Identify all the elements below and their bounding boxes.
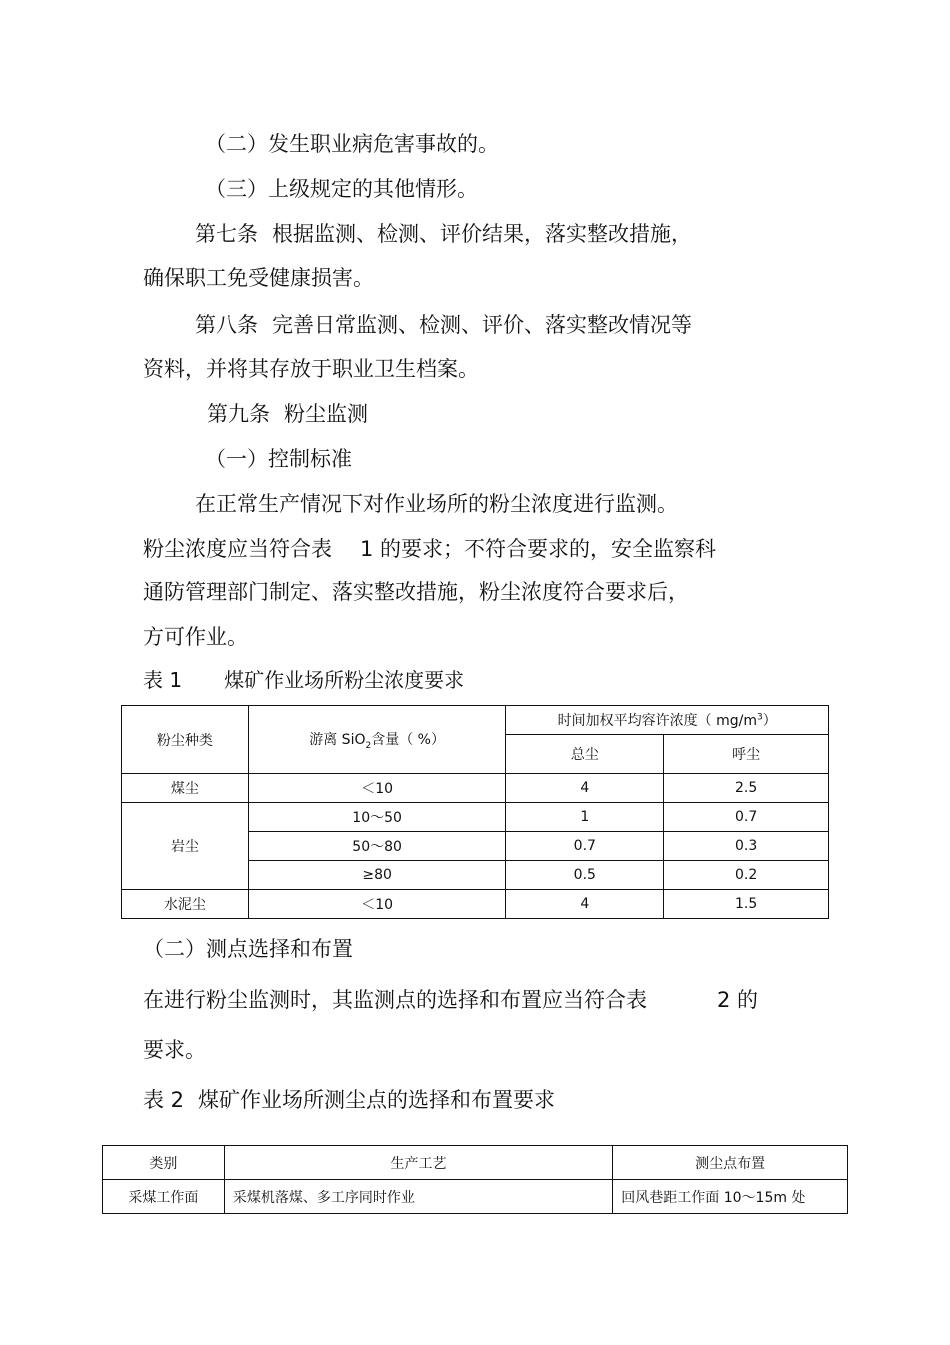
table-cell: 采煤机落煤、多工序同时作业	[224, 1180, 612, 1214]
article-8-line1	[195, 311, 692, 339]
table-cell: ≥80	[248, 861, 506, 890]
monitoring-paragraph-line1: 在正常生产情况下对作业场所的粉尘浓度进行监测。	[195, 492, 678, 516]
table-cell: 0.5	[506, 861, 664, 890]
header-respirable-dust: 呼尘	[664, 735, 829, 774]
table-2-caption	[143, 1087, 555, 1113]
paragraph-item-3: （三）上级规定的其他情形。	[205, 177, 478, 201]
article-7-heading: 第七条	[195, 222, 258, 246]
monitoring-paragraph-line4: 方可作业。	[143, 625, 248, 649]
article-8-line2: 资料，并将其存放于职业卫生档案。	[143, 357, 479, 381]
table-1-label: 表 1	[143, 668, 183, 692]
monitoring-paragraph-line3: 通防管理部门制定、落实整改措施，粉尘浓度符合要求后，	[143, 580, 689, 604]
table-2-label: 表 2	[143, 1088, 185, 1112]
table-cell: 4	[506, 890, 664, 919]
header-measuring-point: 测尘点布置	[613, 1146, 848, 1180]
monitoring-paragraph-line2	[143, 535, 716, 563]
subsection-1-heading: （一）控制标准	[205, 447, 352, 471]
monitoring-text-a: 粉尘浓度应当符合表	[143, 537, 332, 561]
article-7-line2: 确保职工免受健康损害。	[143, 266, 374, 290]
table-2-title: 煤矿作业场所测尘点的选择和布置要求	[198, 1088, 556, 1112]
table-cell: 10～50	[248, 803, 506, 832]
section-2-text-a: 在进行粉尘监测时，其监测点的选择和布置应当符合表	[143, 988, 647, 1012]
table-cell: 50～80	[248, 832, 506, 861]
article-8-text: 完善日常监测、检测、评价、落实整改情况等	[272, 313, 692, 337]
table-cell: 4	[506, 774, 664, 803]
table-row	[103, 1180, 848, 1214]
subsection-2-heading: （二）测点选择和布置	[143, 937, 353, 961]
table-cell: 采煤工作面	[103, 1180, 225, 1214]
table-row	[122, 774, 829, 803]
table-cell: 水泥尘	[122, 890, 249, 919]
section-2-line2: 要求。	[143, 1038, 206, 1062]
table-cell: ＜10	[248, 890, 506, 919]
article-9-heading-line	[207, 400, 368, 428]
table-cell: 1.5	[664, 890, 829, 919]
table-cell: 0.7	[664, 803, 829, 832]
header-process: 生产工艺	[224, 1146, 612, 1180]
paragraph-item-2: （二）发生职业病危害事故的。	[205, 132, 499, 156]
table-cell: 回风巷距工作面 10～15m 处	[613, 1180, 848, 1214]
table-1-caption	[143, 667, 464, 693]
header-category: 类别	[103, 1146, 225, 1180]
table-header-row	[103, 1146, 848, 1180]
header-twa-concentration: 时间加权平均容许浓度（ $mg/m^3$）	[506, 706, 829, 735]
table-cell: 岩尘	[122, 803, 249, 890]
monitoring-text-b: 1 的要求；不符合要求的，安全监察科	[360, 537, 717, 561]
article-7-line1	[195, 220, 692, 248]
header-dust-type: 粉尘种类	[122, 706, 249, 774]
article-7-text: 根据监测、检测、评价结果，落实整改措施，	[272, 222, 692, 246]
article-9-heading: 第九条	[207, 402, 270, 426]
table-cell: 1	[506, 803, 664, 832]
table-1-title: 煤矿作业场所粉尘浓度要求	[224, 668, 465, 692]
table-cell: ＜10	[248, 774, 506, 803]
dust-measuring-point-table	[102, 1145, 848, 1214]
table-cell: 0.7	[506, 832, 664, 861]
dust-concentration-table	[121, 705, 829, 919]
table-cell: 0.3	[664, 832, 829, 861]
header-total-dust: 总尘	[506, 735, 664, 774]
article-8-heading: 第八条	[195, 313, 258, 337]
table-cell: 2.5	[664, 774, 829, 803]
table-row	[122, 803, 829, 832]
section-2-text-b: 2 的	[717, 988, 759, 1012]
article-9-title: 粉尘监测	[284, 402, 368, 426]
header-sio2-content: 游离 SiO$_2$含量（ %）	[248, 706, 506, 774]
table-cell: 0.2	[664, 861, 829, 890]
section-2-line1	[143, 986, 758, 1014]
table-row	[122, 890, 829, 919]
table-cell: 煤尘	[122, 774, 249, 803]
